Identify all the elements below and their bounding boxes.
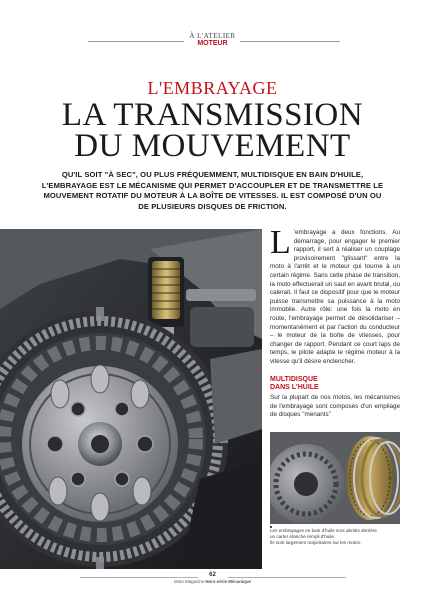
page-number: 62 [209, 572, 216, 578]
section-rubric [0, 32, 425, 48]
rubric-label: À L'ATELIER [189, 32, 236, 40]
title-line-1: LA TRANSMISSION [61, 97, 364, 133]
body-text: 'embrayage a deux fonctions. Au démarrage, pour engager le premier rapport, il sert à réaliser un couplage provisoirement "glissant" entre la moto à l'arrêt et le moteur qui tourne à un certain régime. Sans cette phase de transition, la moto effectuerait un saut en avant brutal, ou calerait. Il faut ce dispositif pour que le moteur puisse transmettre sa puissance à la moto immobile. Autre rôle: une fois la moto en route, l'embrayage permet de désolidariser – momentanément et par l'action du conducteur – le moteur de la boîte de vitesses, pour changer de rapport. Pendant ce court laps de temps, le pilote adapte le régime moteur à la vitesse qu'il désire enclencher. [270, 229, 400, 365]
clutch-photo [0, 229, 262, 569]
section-subhead [270, 376, 400, 391]
clutch-disc-illustration [270, 432, 400, 524]
body-column [270, 224, 400, 367]
page-footer [0, 572, 425, 584]
photo-caption [270, 528, 400, 546]
footer-rule-left [80, 577, 198, 578]
magazine-title: Moto Magazine [174, 579, 205, 584]
body-paragraph [270, 224, 400, 367]
caption-line-2: un carter étanche rempli d'huile. [270, 534, 336, 539]
rubric-section: MOTEUR [197, 40, 228, 47]
body-text-2: Sur la plupart de nos motos, les mécanismes de l'embrayage sont composés d'un empilage de disques "menants" [270, 394, 400, 419]
article-kicker: L'EMBRAYAGE [147, 78, 278, 98]
magazine-name [0, 579, 425, 584]
title-line-2: DU MOUVEMENT [74, 128, 351, 164]
caption-line-1: Les embrayages en bain d'huile sont abrités derrière [270, 528, 377, 533]
footer-rule-right [228, 577, 346, 578]
article-title [0, 97, 425, 164]
clutch-disc-photo [270, 432, 400, 524]
drop-cap: L [270, 224, 291, 261]
caption-line-3: Ils sont largement majoritaires sur les motos. [270, 540, 362, 545]
article-lede: QU'IL SOIT "À SEC", OU PLUS FRÉQUEMMENT, MULTIDISQUE EN BAIN D'HUILE, L'EMBRAYAGE EST LE MÉCANISME QUI PERMET D'ACCOUPLER ET DE TRANSMETTRE LE MOUVEMENT ROTATIF DU MOTEUR À LA BOÎTE DE VITESSES. IL EST COMPOSÉ D'UN OU DE PLUSIEURS DISQUES DE FRICTION. [41, 170, 384, 211]
subhead-line-2: DANS L'HUILE [270, 383, 319, 391]
clutch-illustration [0, 229, 262, 569]
magazine-issue: Hors-série Mécanique [205, 579, 251, 584]
subhead-line-1: MULTIDISQUE [270, 376, 318, 383]
